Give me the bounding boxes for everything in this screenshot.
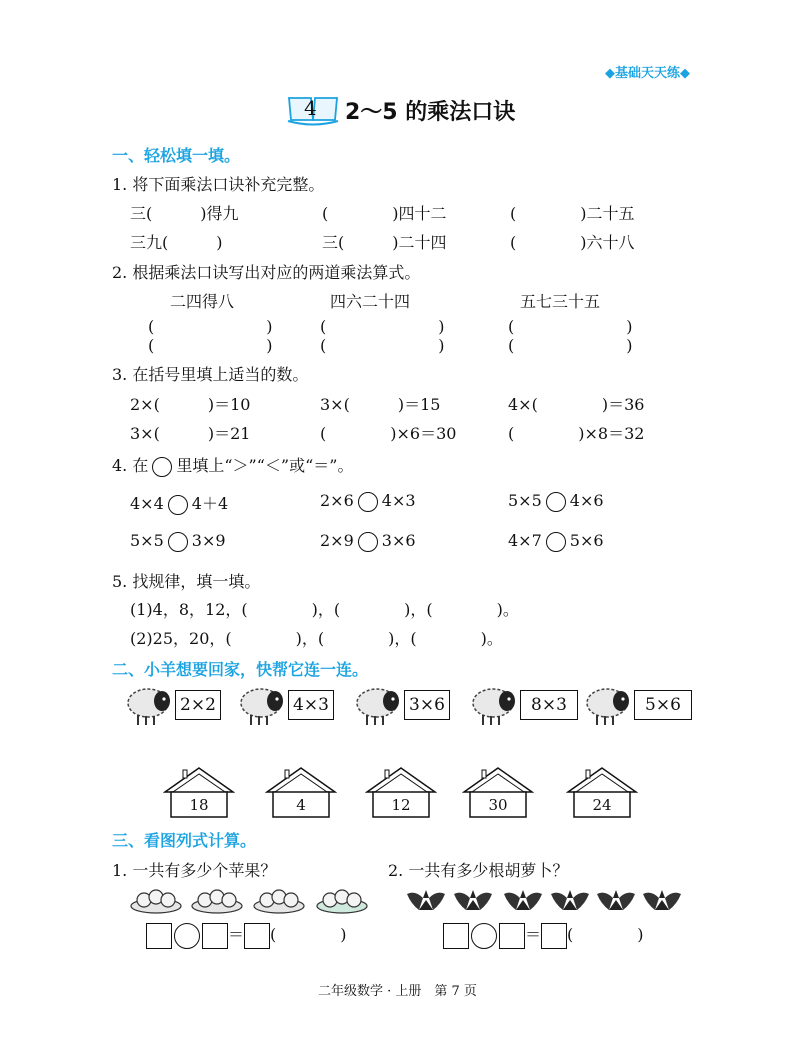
- carrot-icon: [595, 888, 637, 914]
- q4-item: [130, 531, 226, 552]
- operator-circle[interactable]: [471, 923, 497, 949]
- q4-right: 3×6: [381, 531, 416, 550]
- q1-blank[interactable]: 三( )得九: [130, 204, 239, 223]
- q4-right: 4×3: [381, 491, 416, 510]
- q1-blank[interactable]: ( )四十二: [322, 204, 447, 223]
- carrot-icon: [452, 888, 494, 914]
- answer-box[interactable]: [541, 923, 567, 949]
- sheep-expression[interactable]: 4×3: [288, 690, 334, 720]
- house-number: 18: [189, 796, 209, 814]
- compare-circle[interactable]: [358, 532, 378, 552]
- q5-line-2[interactable]: (2)25，20，( )，( )，( )。: [130, 629, 503, 648]
- section-1-heading: 一、轻松填一填。: [112, 146, 241, 165]
- q4-right: 5×6: [569, 531, 604, 550]
- carrot-icon: [405, 888, 447, 914]
- q4-label-pre: 4. 在: [112, 456, 149, 475]
- q3-blank[interactable]: ( )×8＝32: [508, 424, 645, 443]
- q2-blank[interactable]: ( ): [148, 336, 273, 355]
- q2-blank[interactable]: ( ): [148, 317, 273, 336]
- sheep-icon: [585, 683, 635, 727]
- s3-q2-label: 2. 一共有多少根胡萝卜？: [388, 861, 569, 880]
- series-tag: ◆基础天天练◆: [605, 66, 690, 81]
- equals-sign: ＝: [525, 925, 542, 944]
- apple-plate-icon: [191, 886, 243, 914]
- q4-right: 4×6: [569, 491, 604, 510]
- q3-blank[interactable]: 3×( )＝21: [130, 424, 251, 443]
- sheep-expression[interactable]: 2×2: [175, 690, 221, 720]
- s3-q2-equation: [443, 922, 644, 949]
- page-title: 2～5 的乘法口诀: [345, 100, 516, 125]
- s3-q1-equation: [146, 922, 347, 949]
- compare-circle[interactable]: [546, 532, 566, 552]
- carrot-icon: [641, 888, 683, 914]
- house-number: 4: [296, 796, 306, 814]
- q1-blank[interactable]: ( )六十八: [510, 233, 635, 252]
- house-number: 30: [488, 796, 508, 814]
- sheep-expression[interactable]: 5×6: [634, 690, 692, 720]
- apple-plate-icon: [130, 886, 182, 914]
- compare-circle[interactable]: [546, 492, 566, 512]
- q4-label: [112, 453, 353, 477]
- q4-right: 3×9: [191, 531, 226, 550]
- q4-left: 5×5: [508, 491, 542, 510]
- sheep-icon: [355, 683, 405, 727]
- q2-blank[interactable]: ( ): [508, 317, 633, 336]
- q3-label: 3. 在括号里填上适当的数。: [112, 365, 309, 384]
- q1-blank[interactable]: ( )二十五: [510, 204, 635, 223]
- unit-blank[interactable]: ( ): [567, 925, 644, 944]
- q4-left: 2×9: [320, 531, 354, 550]
- q3-blank[interactable]: 3×( )＝15: [320, 395, 441, 414]
- apple-plate-icon: [316, 886, 368, 914]
- q5-label: 5. 找规律，填一填。: [112, 572, 261, 591]
- q4-item: [508, 531, 604, 552]
- q4-item: [130, 491, 228, 515]
- q1-blank[interactable]: 三( )二十四: [322, 233, 447, 252]
- q2-label: 2. 根据乘法口诀写出对应的两道乘法算式。: [112, 263, 421, 282]
- q3-blank[interactable]: ( )×6＝30: [320, 424, 457, 443]
- sheep-icon: [126, 683, 176, 727]
- page-footer: 二年级数学 · 上册 第 7 页: [318, 984, 477, 999]
- q4-left: 4×4: [130, 494, 164, 513]
- q3-blank[interactable]: 4×( )＝36: [508, 395, 645, 414]
- answer-box[interactable]: [202, 923, 228, 949]
- circle-icon: [152, 457, 172, 477]
- carrot-icon: [549, 888, 591, 914]
- q2-blank[interactable]: ( ): [320, 317, 445, 336]
- q3-blank[interactable]: 2×( )＝10: [130, 395, 251, 414]
- apple-plate-icon: [253, 886, 305, 914]
- lesson-number: 4: [304, 96, 317, 120]
- equals-sign: ＝: [228, 925, 245, 944]
- section-3-heading: 三、看图列式计算。: [112, 831, 257, 850]
- answer-box[interactable]: [499, 923, 525, 949]
- q4-left: 2×6: [320, 491, 354, 510]
- q2-blank[interactable]: ( ): [320, 336, 445, 355]
- q2-rhyme: 五七三十五: [520, 292, 601, 311]
- sheep-icon: [239, 683, 289, 727]
- q2-blank[interactable]: ( ): [508, 336, 633, 355]
- q4-right: 4＋4: [191, 494, 229, 513]
- compare-circle[interactable]: [168, 495, 188, 515]
- q4-left: 5×5: [130, 531, 164, 550]
- q1-label: 1. 将下面乘法口诀补充完整。: [112, 175, 325, 194]
- q2-rhyme: 四六二十四: [330, 292, 411, 311]
- answer-box[interactable]: [146, 923, 172, 949]
- q4-item: [320, 491, 416, 512]
- q4-item: [320, 531, 416, 552]
- carrot-icon: [502, 888, 544, 914]
- q4-left: 4×7: [508, 531, 542, 550]
- q4-label-post: 里填上“＞”“＜”或“＝”。: [176, 456, 354, 475]
- compare-circle[interactable]: [358, 492, 378, 512]
- q4-item: [508, 491, 604, 512]
- house-number: 12: [391, 796, 411, 814]
- q1-blank[interactable]: 三九( ): [130, 233, 223, 252]
- answer-box[interactable]: [443, 923, 469, 949]
- compare-circle[interactable]: [168, 532, 188, 552]
- unit-blank[interactable]: ( ): [270, 925, 347, 944]
- sheep-expression[interactable]: 8×3: [520, 690, 578, 720]
- section-2-heading: 二、小羊想要回家，快帮它连一连。: [112, 660, 369, 679]
- s3-q1-label: 1. 一共有多少个苹果？: [112, 861, 277, 880]
- q2-rhyme: 二四得八: [170, 292, 235, 311]
- operator-circle[interactable]: [174, 923, 200, 949]
- answer-box[interactable]: [244, 923, 270, 949]
- sheep-icon: [471, 683, 521, 727]
- house-number: 24: [592, 796, 612, 814]
- sheep-expression[interactable]: 3×6: [404, 690, 450, 720]
- q5-line-1[interactable]: (1)4，8，12，( )，( )，( )。: [130, 600, 519, 619]
